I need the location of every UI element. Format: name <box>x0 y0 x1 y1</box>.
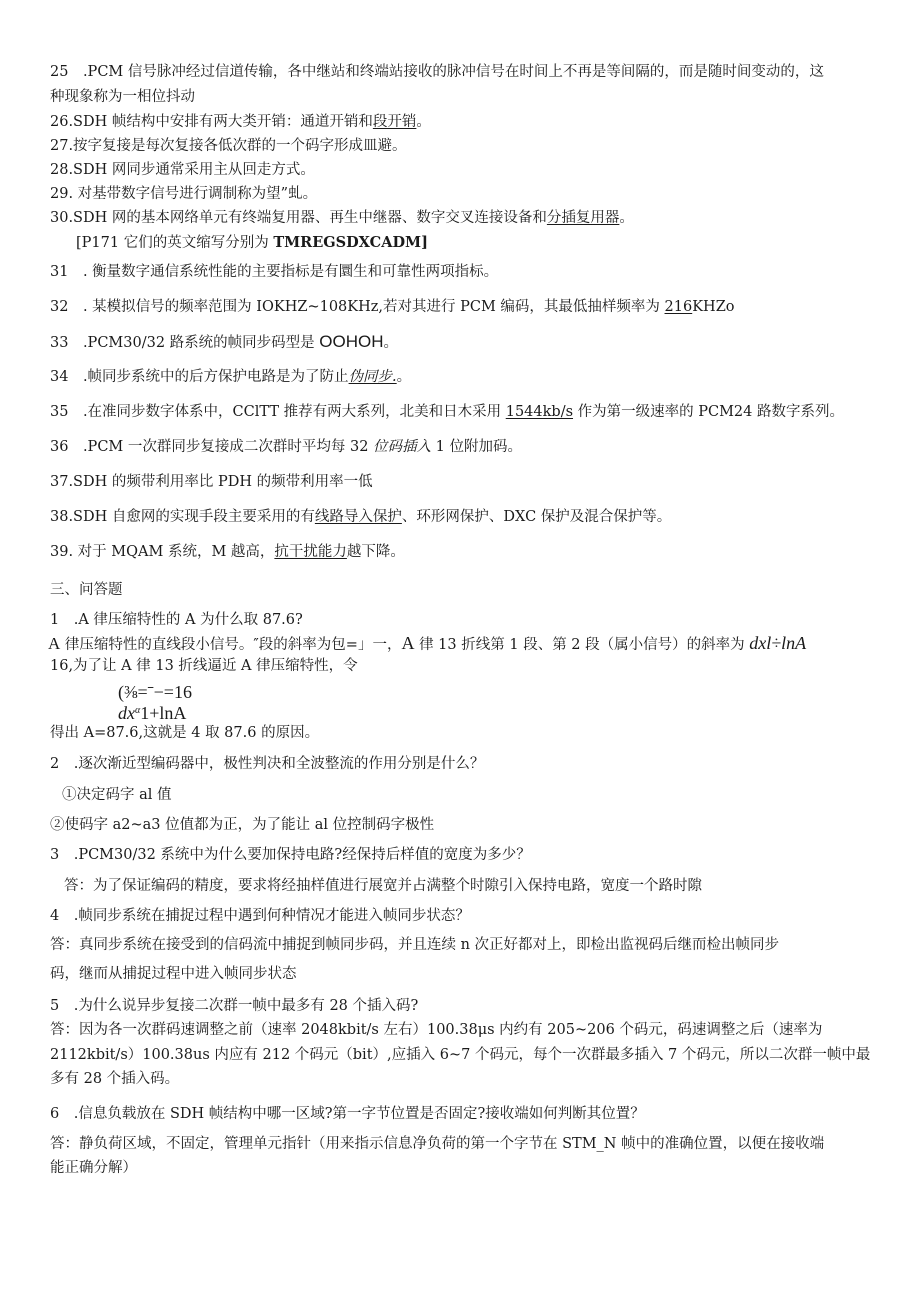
qa-q5-answer2: 2112kbit/s）100.38us 内应有 212 个码元（bit）,应插入 6~7 个码元，每个一次群最多插入 7 个码元，所以二次群一帧中最 <box>50 1047 871 1063</box>
formula-line1: (⅜=ˉ−=16 <box>118 682 192 702</box>
qa-q2-answer2: ②使码字 a2~a3 位值都为正，为了能让 al 位控制码字极性 <box>50 817 435 833</box>
qa-q1-answer-line3: 得出 A=87.6,这就是 4 取 87.6 的原因。 <box>50 725 320 741</box>
fill-q36: 36 .PCM 一次群同步复接成二次群时平均每 32 位码插入 1 位附加码。 <box>50 439 522 455</box>
fill-q38: 38.SDH 自愈网的实现手段主要采用的有线路导入保护、环形网保护、DXC 保护及混合保护等。 <box>50 509 672 525</box>
fill-q39: 39. 对于 MQAM 系统，M 越高，抗干扰能力越下降。 <box>50 544 405 560</box>
fill-q26: 26.SDH 帧结构中安排有两大类开销：通道开销和段开销。 <box>50 114 431 130</box>
answer-blank: 216 <box>664 299 693 315</box>
answer-blank: 段开销 <box>372 114 417 130</box>
fill-q37: 37.SDH 的频带利用率比 PDH 的频带利用率一低 <box>50 474 373 490</box>
qa-q5-answer1: 答：因为各一次群码速调整之前（速率 2048kbit/s 左右）100.38μs 内约有 205~206 个码元，码速调整之后（速率为 <box>50 1022 823 1038</box>
qa-q4-answer2: 码，继而从捕捉过程中进入帧同步状态 <box>50 966 297 982</box>
qa-q1-answer-line1: A 律压缩特性的直线段小信号。″段的斜率为包=」一，A 律 13 折线第 1 段、第 2 段（属小信号）的斜率为 dxl÷lnA <box>48 633 807 653</box>
answer-blank: 线路导入保护 <box>314 509 402 525</box>
fill-q31: 31 . 衡量数字通信系统性能的主要指标是有圜生和可靠性两项指标。 <box>50 264 499 280</box>
fill-q29: 29. 对基带数字信号进行调制称为望”虬。 <box>50 186 318 202</box>
answer-blank: 1544kb/s <box>505 404 574 420</box>
qa-q4-question: 4 .帧同步系统在捕捉过程中遇到何种情况才能进入帧同步状态？ <box>50 908 470 924</box>
qa-q2-answer1: ①决定码字 al 值 <box>62 787 172 803</box>
fill-q33: 33 .PCM30/32 路系统的帧同步码型是 OOHOH。 <box>50 332 398 351</box>
fill-q32: 32 . 某模拟信号的频率范围为 IOKHZ~108KHz,若对其进行 PCM 编码，其最低抽样频率为 216KHZo <box>50 299 735 315</box>
qa-q1-question: 1 .A 律压缩特性的 A 为什么取 87.6? <box>50 612 303 628</box>
section-title: 三、问答题 <box>50 582 123 598</box>
qa-q6-question: 6 .信息负载放在 SDH 帧结构中哪一区域?第一字节位置是否固定?接收端如何判断其位置？ <box>50 1106 645 1122</box>
fill-q25-line1: 25 .PCM 信号脉冲经过信道传输，各中继站和终端站接收的脉冲信号在时间上不再是等间隔的，而是随时间变动的，这 <box>50 64 824 80</box>
qa-q6-answer2: 能正确分解） <box>50 1160 137 1176</box>
answer-blank: 伪同步. <box>348 369 397 385</box>
fill-q25-line2: 种现象称为一相位抖动 <box>50 89 195 105</box>
slope-formula: dxl÷lnA <box>749 633 807 653</box>
qa-q2-question: 2 .逐次渐近型编码器中，极性判决和全波整流的作用分别是什么？ <box>50 756 485 772</box>
fill-q30: 30.SDH 网的基本网络单元有终端复用器、再生中继器、数字交叉连接设备和分插复用器。 <box>50 210 634 226</box>
qa-q3-answer: 答：为了保证编码的精度，要求将经抽样值进行展宽并占满整个时隙引入保持电路，宽度一个路时隙 <box>64 878 702 894</box>
qa-q3-question: 3 .PCM30/32 系统中为什么要加保持电路?经保持后样值的宽度为多少？ <box>50 847 531 863</box>
fill-q27: 27.按字复接是每次复接各低次群的一个码字形成皿避。 <box>50 138 407 154</box>
fill-q28: 28.SDH 网同步通常采用主从回走方式。 <box>50 162 315 178</box>
fill-q34: 34 .帧同步系统中的后方保护电路是为了防止伪同步.。 <box>50 369 412 385</box>
qa-q6-answer1: 答：静负荷区域，不固定，管理单元指针（用来指示信息净负荷的第一个字节在 STM_N 帧中的准确位置，以便在接收端 <box>50 1136 825 1152</box>
formula-line2: $dx^\alpha 1+\ln A$ <box>118 702 187 723</box>
qa-q5-answer3: 多有 28 个插入码。 <box>50 1071 180 1087</box>
qa-q1-answer-line2: 16,为了让 A 律 13 折线逼近 A 律压缩特性，令 <box>50 658 358 674</box>
fill-q30-note: [P171 它们的英文缩写分别为 TMREGSDXCADM] <box>76 234 428 251</box>
answer-blank: 抗干扰能力 <box>274 544 347 560</box>
answer-blank: 分插复用器 <box>546 210 620 226</box>
qa-q4-answer1: 答：真同步系统在接受到的信码流中捕捉到帧同步码，并且连续 n 次正好都对上，即检出监视码后继而检出帧同步 <box>50 937 780 953</box>
qa-q5-question: 5 .为什么说异步复接二次群一帧中最多有 28 个插入码? <box>50 998 419 1014</box>
fill-q35: 35 .在准同步数字体系中，CClTT 推荐有两大系列，北美和日木采用 1544kb/s 作为第一级速率的 PCM24 路数字系列。 <box>50 404 844 420</box>
